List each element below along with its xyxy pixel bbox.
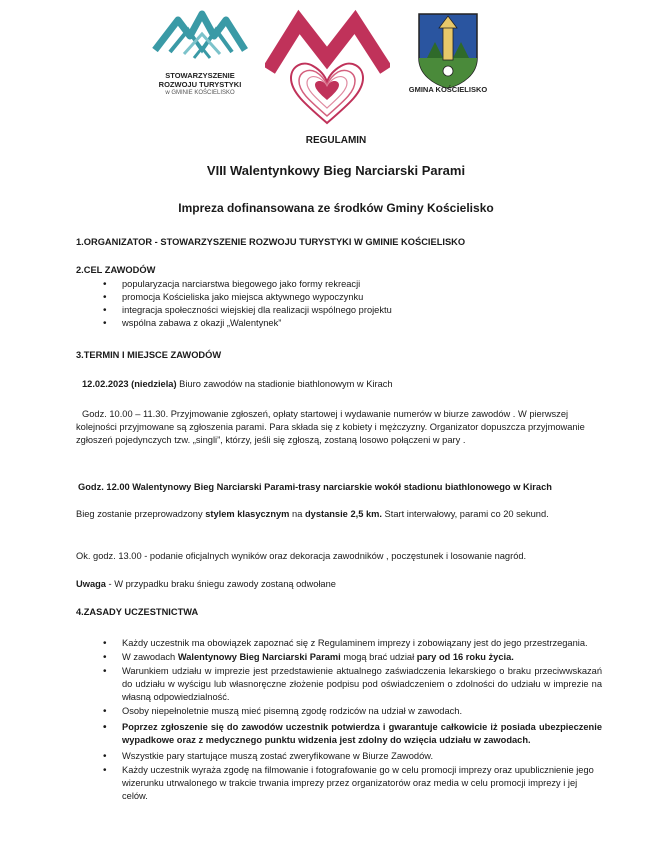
event-date: 12.02.2023 (niedziela) (82, 379, 177, 389)
list-item: • Każdy uczestnik ma obowiązek zapoznać się z Regulaminem imprezy i zobowiązany jest do jego przestrzegania. (76, 637, 602, 650)
event-office: Biuro zawodów na stadionie biathlonowym w Kirach (176, 379, 393, 389)
section-schedule-heading: 3.TERMIN I MIEJSCE ZAWODÓW (76, 350, 222, 360)
list-item: • Osoby niepełnoletnie muszą mieć pisemną zgodę rodziców na udział w zawodach. (76, 705, 602, 718)
schedule-date (82, 378, 612, 391)
document-title: VIII Walentynkowy Bieg Narciarski Parami (206, 163, 466, 178)
rule-age: pary od 16 roku życia. (416, 652, 514, 662)
rules-list-container (76, 637, 602, 803)
list-item: • popularyzacja narciarstwa biegowego jako formy rekreacji (76, 278, 606, 291)
regulamin-label: REGULAMIN (305, 135, 367, 146)
list-item: • Każdy uczestnik wyraża zgodę na filmowanie i fotografowanie go w celu promocji imprezy oraz upublicznienie jego wizerunku utrwalonego w trakcie trwania imprezy przez organizatorów oraz media w celu promocji imprezy i jej celów. (76, 764, 602, 803)
section-goals (76, 264, 606, 330)
rules-list (76, 637, 602, 803)
mountains-heart-logo-icon (265, 8, 390, 128)
rule-text: mogą brać udział (340, 652, 417, 662)
list-item: • Warunkiem udziału w imprezie jest przedstawienie aktualnego zaświadczenia lekarskiego o braku przeciwwskazań do udziału w wyścigu lub własnoręczne złożenie podpisu pod oświadczeniem o zdolności do udziału w imprezie na własną odpowiedzialność. (76, 665, 602, 704)
section-rules-heading: 4.ZASADY UCZESTNICTWA (76, 607, 199, 617)
list-item (76, 651, 602, 664)
race-style-classic: stylem klasycznym (205, 509, 290, 519)
race-start: Start interwałowy, parami co 20 sekund. (381, 509, 549, 519)
list-item: • promocja Kościeliska jako miejsca aktywnego wypoczynku (76, 291, 606, 304)
section-organizer-heading: 1.ORGANIZATOR - STOWARZYSZENIE ROZWOJU TURYSTYKI W GMINIE KOŚCIELISKO (76, 237, 466, 247)
list-item: • Poprzez zgłoszenie się do zawodów uczestnik potwierdza i gwarantuje całkowicie iż posiada ubezpieczenie wypadkowe oraz z medycznego punktu widzenia jest zdolny do wzięcia udziału w zawodach. (76, 721, 602, 747)
race-style-text: na (289, 509, 305, 519)
warning-text: - W przypadku braku śniegu zawody zostaną odwołane (105, 579, 336, 589)
section-goals-heading: 2.CEL ZAWODÓW (76, 265, 156, 275)
race-style-text: Bieg zostanie przeprowadzony (76, 509, 206, 519)
schedule-race: Godz. 12.00 Walentynowy Bieg Narciarski Parami-trasy narciarskie wokół stadionu biathlonowego w Kirach (78, 482, 552, 492)
goals-list (76, 278, 606, 330)
results-info: Ok. godz. 13.00 - podanie oficjalnych wyników oraz dekoracja zawodników , poczęstunek i losowanie nagród. (76, 551, 527, 561)
left-org-place: w GMINIE KOŚCIELISKO (165, 90, 235, 96)
schedule-registration: Godz. 10.00 – 11.30. Przyjmowanie zgłoszeń, opłaty startowej i wydawanie numerów w biurze zawodów . W pierwszej kolejności przyjmowane są zgłoszenia parami. Para składa się z kobiety i mężczyzny. Organizator dopuszcza przyjmowanie zgłoszeń pojedynczych tzw. „singli”, którzy, jeśli się zgłoszą, zostaną losowo połączeni w pary . (76, 409, 585, 445)
document-subtitle: Impreza dofinansowana ze środków Gminy Kościelisko (178, 201, 494, 215)
warning-note (76, 578, 606, 591)
warning-label: Uwaga (76, 579, 106, 589)
gmina-caption: GMINA KOŚCIELISKO (408, 85, 488, 94)
rule-text: W zawodach (122, 652, 178, 662)
list-item: • Wszystkie pary startujące muszą zostać zweryfikowane w Biurze Zawodów. (76, 750, 602, 763)
race-distance: dystansie 2,5 km. (304, 509, 382, 519)
left-logo-caption (150, 72, 250, 98)
left-org-name: STOWARZYSZENIE ROZWOJU TURYSTYKI (158, 71, 242, 89)
race-style (76, 508, 586, 521)
list-item: • wspólna zabawa z okazji „Walentynek” (76, 317, 606, 330)
rule-event-name: Walentynowy Bieg Narciarski Parami (177, 652, 341, 662)
list-item: • integracja społeczności wiejskiej dla realizacji wspólnego projektu (76, 304, 606, 317)
